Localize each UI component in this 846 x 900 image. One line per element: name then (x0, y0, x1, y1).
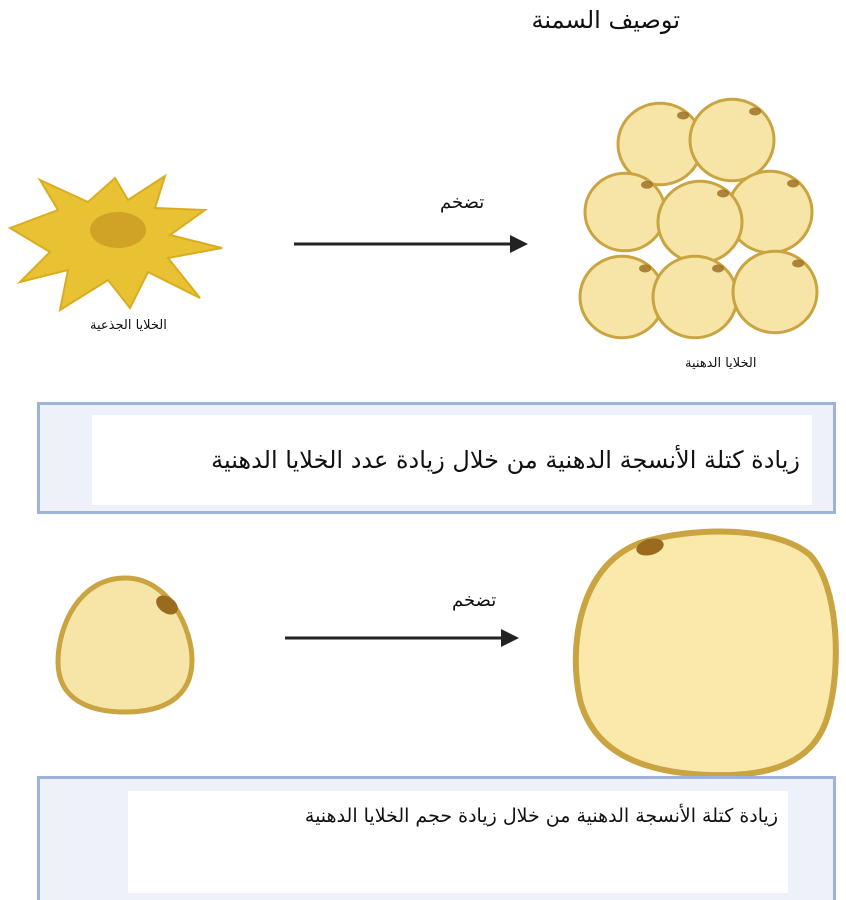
fat-cells-label: الخلايا الدهنية (685, 356, 757, 371)
caption-box-1-inner (92, 415, 812, 505)
arrow-label-1: تضخم (440, 192, 485, 213)
large-fat-cell (570, 525, 845, 780)
cluster-fat-cell (580, 256, 664, 337)
cluster-fat-cell (690, 99, 774, 180)
stem-cell (0, 170, 230, 320)
cluster-fat-cell-nucleus (712, 264, 724, 272)
arrow-1 (292, 232, 532, 256)
cluster-fat-cell (733, 251, 817, 332)
stem-cell-nucleus (90, 212, 146, 248)
cluster-fat-cell (658, 181, 742, 262)
small-fat-cell (50, 570, 200, 720)
cluster-fat-cell-nucleus (787, 179, 799, 187)
caption-box-1 (37, 402, 836, 514)
cluster-fat-cell (585, 173, 665, 251)
diagram-title: توصيف السمنة (531, 6, 680, 34)
caption-1-text: زيادة كتلة الأنسجة الدهنية من خلال زيادة عدد الخلايا الدهنية (211, 446, 800, 474)
cluster-fat-cell (653, 256, 737, 337)
cluster-fat-cell-nucleus (792, 259, 804, 267)
arrow-2 (283, 626, 523, 650)
cluster-fat-cell-nucleus (639, 264, 651, 272)
cluster-fat-cell-nucleus (717, 189, 729, 197)
cluster-fat-cell-nucleus (677, 111, 689, 119)
caption-box-2 (37, 776, 836, 900)
cluster-fat-cell-nucleus (749, 107, 761, 115)
cluster-fat-cell-nucleus (641, 181, 653, 189)
caption-2-text: زيادة كتلة الأنسجة الدهنية من خلال زيادة حجم الخلايا الدهنية (304, 805, 778, 827)
stem-cell-label: الخلايا الجذعية (90, 318, 167, 333)
arrow-label-2: تضخم (452, 590, 497, 611)
fat-cell-cluster (580, 92, 830, 342)
caption-box-2-inner (128, 791, 788, 893)
